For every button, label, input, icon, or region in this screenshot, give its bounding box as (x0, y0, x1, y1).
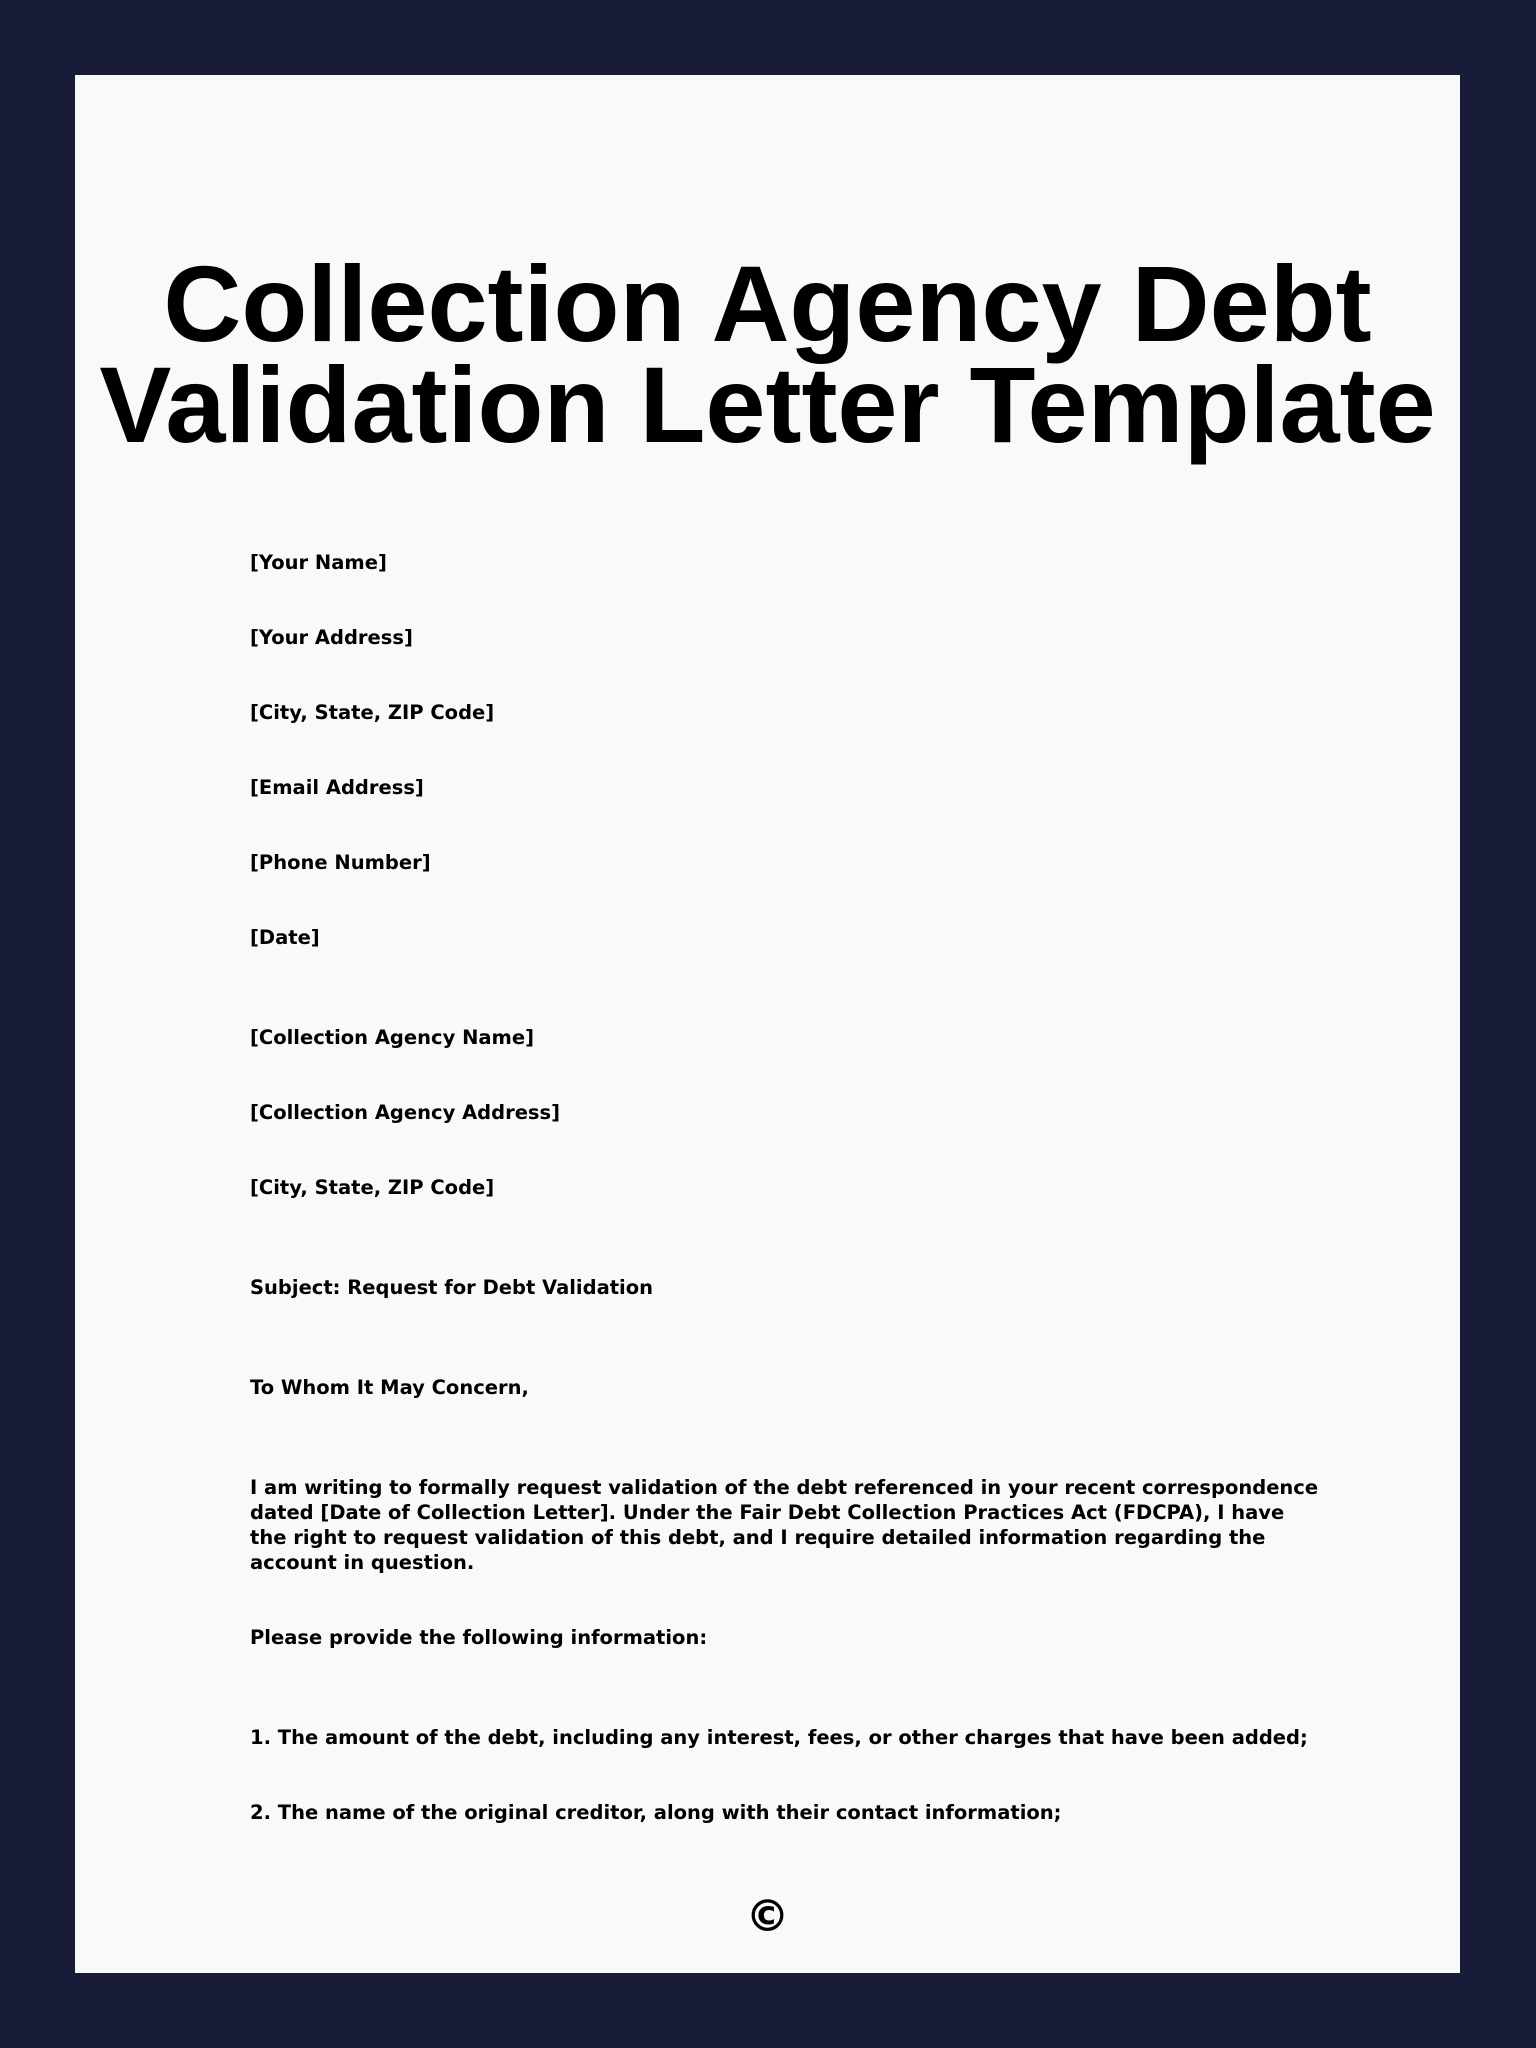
letter-salutation: To Whom It May Concern, (250, 1376, 529, 1399)
letter-subject: Subject: Request for Debt Validation (250, 1276, 654, 1299)
recipient-name: [Collection Agency Name] (250, 1026, 534, 1049)
sender-email: [Email Address] (250, 776, 424, 799)
letter-date: [Date] (250, 926, 320, 949)
copyright-icon: © (745, 1891, 790, 1942)
request-item-2: 2. The name of the original creditor, along with their contact information; (250, 1801, 1062, 1824)
recipient-address: [Collection Agency Address] (250, 1101, 561, 1124)
sender-address: [Your Address] (250, 626, 413, 649)
sender-city-state-zip: [City, State, ZIP Code] (250, 701, 495, 724)
sender-phone: [Phone Number] (250, 851, 431, 874)
intro-paragraph: I am writing to formally request validation of the debt referenced in your recent correspondence dated [Date of Collection Letter]. Under the Fair Debt Collection Practices Act (FDCPA), I have the right to request validation of this debt, and I require detailed information regarding the account in question. (250, 1476, 1319, 1574)
sender-name: [Your Name] (250, 551, 387, 574)
request-intro: Please provide the following information: (250, 1626, 708, 1649)
request-item-1: 1. The amount of the debt, including any interest, fees, or other charges that have been added; (250, 1726, 1308, 1749)
document-page (75, 75, 1460, 1973)
recipient-city-state-zip: [City, State, ZIP Code] (250, 1176, 495, 1199)
document-title: Collection Agency Debt Validation Letter Template (99, 243, 1436, 465)
